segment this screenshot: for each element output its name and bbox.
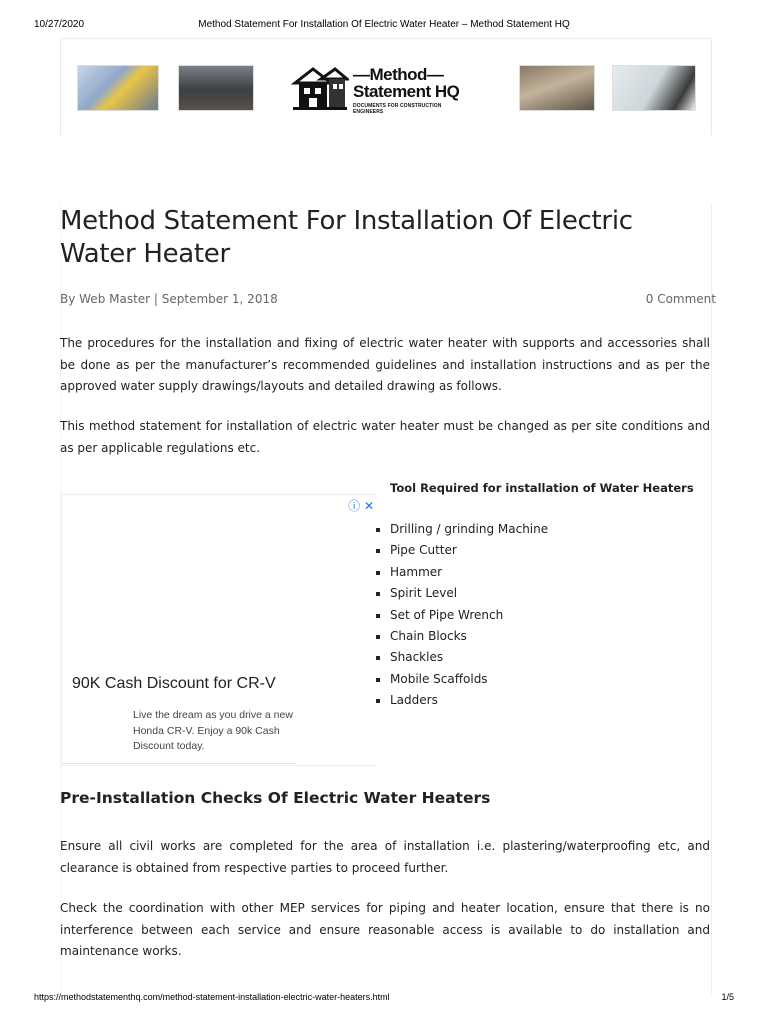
workers-thumbnail[interactable] — [77, 65, 159, 111]
intro-paragraph: The procedures for the installation and fixing of electric water heater with supports and accessories shall be done as per the manufacturer’s recommended guidelines and installation instructions and as per the approved water supply drawings/layouts and detailed drawing as follows. — [60, 336, 710, 394]
advertisement[interactable] — [61, 494, 376, 766]
section-paragraph: Ensure all civil works are completed for the area of installation i.e. plastering/waterproofing etc, and clearance is obtained from respective parties to proceed further. — [60, 839, 710, 875]
tools-heading: Tool Required for installation of Water Heaters — [390, 481, 694, 495]
list-item: Ladders — [376, 690, 548, 711]
list-item: Set of Pipe Wrench — [376, 605, 548, 626]
print-url: https://methodstatementhq.com/method-statement-installation-electric-water-heaters.html — [34, 992, 390, 1002]
list-item: Chain Blocks — [376, 626, 548, 647]
keys-thumbnail[interactable] — [612, 65, 696, 111]
print-date: 10/27/2020 — [34, 19, 85, 30]
article-meta — [60, 292, 716, 306]
print-title: Method Statement For Installation Of Electric Water Heater – Method Statement HQ — [198, 19, 570, 30]
list-item: Pipe Cutter — [376, 540, 548, 561]
print-footer — [0, 992, 768, 1012]
list-item: Mobile Scaffolds — [376, 669, 548, 690]
list-item: Drilling / grinding Machine — [376, 519, 548, 540]
ad-divider — [62, 763, 296, 764]
logo-text-line1: —Method— — [353, 65, 444, 84]
intro-paragraph: This method statement for installation of electric water heater must be changed as per site conditions and as per applicable regulations etc. — [60, 419, 710, 455]
ad-choices-icon[interactable]: ⓘ ✕ — [348, 499, 374, 513]
site-banner — [60, 38, 712, 135]
comments-link[interactable]: 0 Comment — [645, 292, 716, 306]
ad-headline[interactable]: 90K Cash Discount for CR-V — [72, 675, 276, 692]
tiles-thumbnail[interactable] — [519, 65, 595, 111]
list-item: Hammer — [376, 562, 548, 583]
ad-body: Live the dream as you drive a new Honda CR-V. Enjoy a 90k Cash Discount today. — [133, 709, 293, 752]
list-item: Spirit Level — [376, 583, 548, 604]
logo-text-line2: Statement HQ — [353, 82, 460, 101]
pipes-thumbnail[interactable] — [178, 65, 254, 111]
site-logo[interactable] — [291, 65, 471, 115]
page-number: 1/5 — [721, 992, 734, 1002]
tools-list — [376, 519, 548, 712]
section-paragraph: Check the coordination with other MEP services for piping and heater location, ensure that there is no interference between each service and ensure reasonable access is available to do installation and maintenance works. — [60, 901, 710, 959]
list-item: Shackles — [376, 647, 548, 668]
logo-tagline: DOCUMENTS FOR CONSTRUCTION ENGINEERS — [353, 103, 442, 115]
section-heading: Pre-Installation Checks Of Electric Water Heaters — [60, 789, 491, 807]
print-header — [0, 0, 768, 40]
house-logo-icon — [291, 65, 349, 111]
article-title: Method Statement For Installation Of Electric Water Heater — [60, 206, 633, 269]
author-date: By Web Master | September 1, 2018 — [60, 292, 278, 306]
